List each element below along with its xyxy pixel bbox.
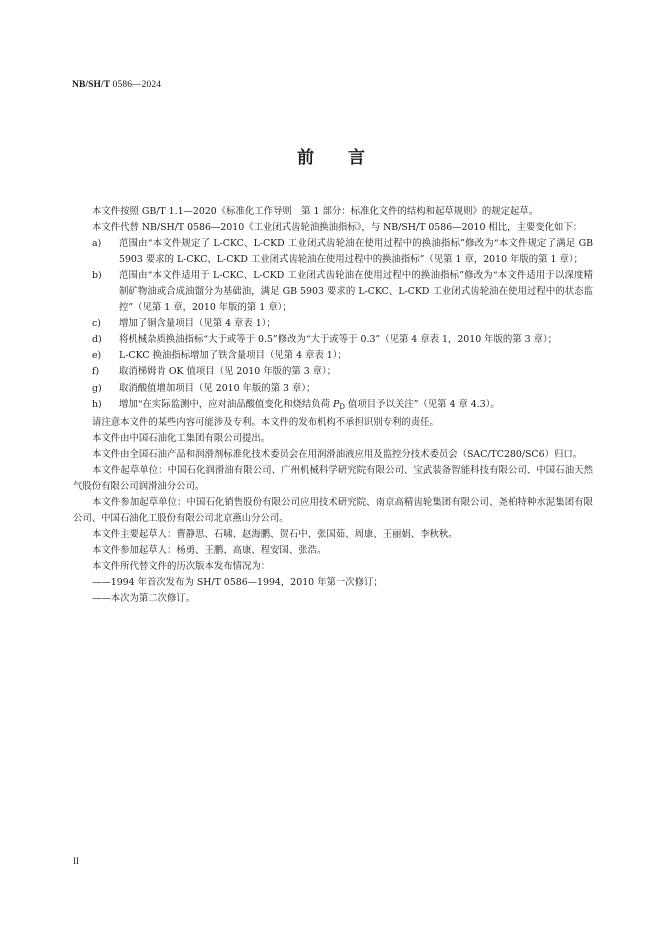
standard-code-prefix: NB/SH/T — [72, 80, 111, 90]
paragraph-main-drafters: 本文件主要起草人：曹静思、石啸、赵海鹏、贺石中、张国茹、周康、王丽娟、李秋秋。 — [92, 528, 458, 540]
history-item: ——本次为第二次修订。 — [92, 593, 196, 605]
standard-code-number: 0586—2024 — [112, 80, 162, 90]
list-item-marker: f) — [92, 366, 100, 378]
paragraph-drafting-rules: 本文件按照 GB/T 1.1—2020《标准化工作导则 第 1 部分：标准化文件的结构和起草规则》的规定起草。 — [92, 206, 539, 217]
list-item — [73, 316, 593, 332]
list-item-text: 范围由“本文件适用于 L-CKC、L-CKD 工业闭式齿轮油在使用过程中的换油指标”修改为“本文件适用于以深度精制矿物油或合成油馏分为基础油，满足 GB 5903 要求的 L-CKC、L-CKD 工业闭式齿轮油在使用过程中的状态监控”（见第 1 章，2010 年版的第 1 章）； — [119, 270, 593, 314]
list-item-marker: c) — [92, 318, 101, 330]
paragraph-version-history: 本文件所代替文件的历次版本发布情况为： — [92, 561, 271, 573]
paragraph-participating-drafters: 本文件参加起草人：杨勇、王鹏、高康、程安国、张浩。 — [92, 544, 327, 556]
foreword-body — [73, 204, 593, 607]
sintering-load-subscript: D — [339, 402, 345, 411]
page-number: II — [73, 856, 79, 866]
history-item: ——1994 年首次发布为 SH/T 0586—1994，2010 年第一次修订； — [92, 577, 383, 589]
list-item — [73, 364, 593, 380]
list-item-text-after: 值项目予以关注”（见第 4 章 4.3）。 — [344, 398, 500, 410]
standard-code — [72, 80, 161, 90]
list-item-text: 取消梯姆肯 OK 值项目（见 2010 年版的第 3 章）； — [119, 366, 337, 378]
list-item-marker: g) — [92, 382, 102, 394]
list-item — [73, 348, 593, 364]
changes-list — [73, 236, 593, 415]
page-title — [0, 143, 662, 168]
page-title-char-1: 前 — [297, 148, 314, 168]
list-item-marker: e) — [92, 350, 102, 362]
paragraph-participating-units: 本文件参加起草单位：中国石化销售股份有限公司应用技术研究院、南京高精齿轮集团有限公司、尧柏特种水泥集团有限公司、中国石油化工股份有限公司北京燕山分公司。 — [73, 496, 593, 524]
list-item-text: 范围由“本文件规定了 L-CKC、L-CKD 工业闭式齿轮油在使用过程中的换油指标”修改为“本文件规定了满足 GB 5903 要求的 L-CKC、L-CKD 工业闭式齿轮油在使用过程中的换油指标”（见第 1 章，2010 年版的第 1 章）； — [119, 238, 593, 266]
list-item — [73, 397, 593, 415]
page-title-char-2: 言 — [348, 148, 365, 168]
list-item-text: 增加了铜含量项目（见第 4 章表 1）； — [119, 318, 276, 330]
paragraph-patent-notice: 请注意本文件的某些内容可能涉及专利。本文件的发布机构不承担识别专利的责任。 — [92, 416, 439, 428]
sintering-load-symbol: P — [333, 398, 340, 410]
list-item-text: 取消酸值增加项目（见 2010 年版的第 3 章）； — [119, 382, 316, 394]
list-item-marker: b) — [92, 270, 102, 282]
list-item — [73, 381, 593, 397]
paragraph-under-jurisdiction: 本文件由全国石油产品和润滑剂标准化技术委员会在用润滑油液应用及监控分技术委员会（SAC/TC280/SC6）归口。 — [92, 448, 583, 460]
list-item-marker: a) — [92, 238, 102, 250]
list-item-text: 将机械杂质换油指标“大于或等于 0.5”修改为“大于或等于 0.3”（见第 4 章表 1，2010 年版的第 3 章）； — [119, 334, 558, 346]
paragraph-proposed-by: 本文件由中国石油化工集团有限公司提出。 — [92, 432, 271, 444]
list-item-text-before: 增加“在实际监测中，应对油品酸值变化和烧结负荷 — [119, 398, 334, 410]
list-item-text: L-CKC 换油指标增加了铁含量项目（见第 4 章表 1）； — [119, 350, 347, 362]
list-item-marker: d) — [92, 334, 102, 346]
paragraph-drafting-units: 本文件起草单位：中国石化润滑油有限公司、广州机械科学研究院有限公司、宝武装备智能科技有限公司、中国石油天然气股份有限公司润滑油分公司。 — [73, 464, 593, 492]
list-item — [73, 332, 593, 348]
list-item-marker: h) — [92, 398, 102, 410]
paragraph-replaces: 本文件代替 NB/SH/T 0586—2010《工业闭式齿轮油换油指标》，与 NB/SH/T 0586—2010 相比，主要变化如下： — [92, 222, 583, 234]
list-item — [73, 268, 593, 316]
list-item — [73, 236, 593, 268]
